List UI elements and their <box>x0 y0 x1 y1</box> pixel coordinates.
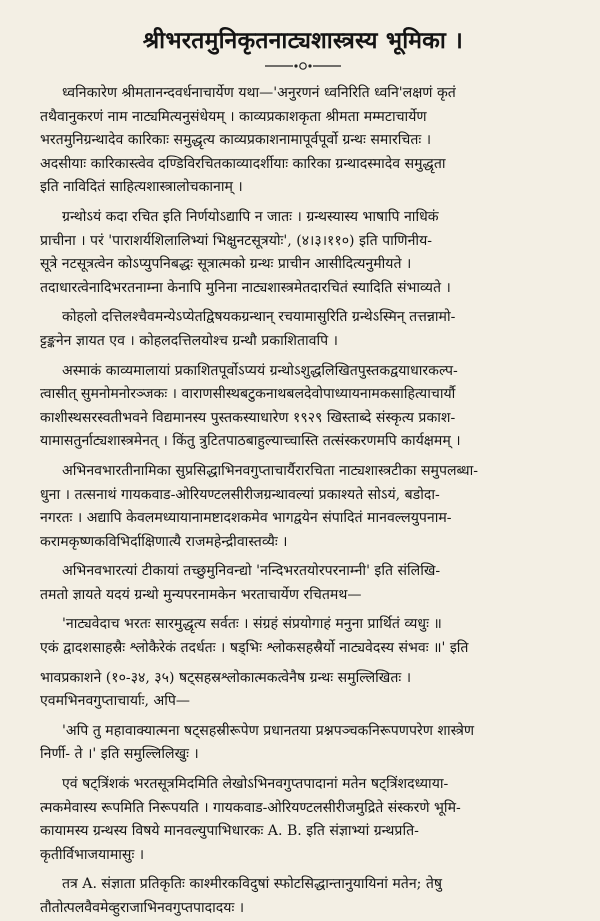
text-line: काशीस्थसरस्वतीभवने विद्यमानस्य पुस्तकस्याधारेण १९२९ खिस्ताब्दे संस्कृत्य प्रकाश- <box>40 409 456 426</box>
text-line: कायामस्य ग्रन्थस्य विषये मानवल्युपाभिधारकः A. B. इति संज्ञाभ्यां ग्रन्थप्रति- <box>40 823 419 840</box>
text-line: भावप्रकाशने (१०-३४, ३५) षट्सहस्रश्लोकात्मकत्वेनैष ग्रन्थः समुल्लिखितः । <box>40 669 412 686</box>
paragraph <box>40 360 566 454</box>
text-line: एवमभिनवगुप्ताचार्याः, अपि— <box>40 693 190 710</box>
text-line: अस्माकं काव्यमालायां प्रकाशितपूर्वोऽप्ययं ग्रन्थोऽशुद्धलिखितपुस्तकद्वयाधारकल्प- <box>62 362 458 379</box>
text-line: 'अपि तु महावाक्यात्मना षट्सहस्रीरूपेण प्रधानतया प्रश्नपञ्चकनिरूपणपरेण शास्त्रेण <box>62 722 475 739</box>
paragraph <box>40 460 566 554</box>
paragraph <box>40 720 566 767</box>
text-line: निर्णी- ते ।' इति समुल्लिलिखुः । <box>40 746 199 763</box>
body-text <box>40 82 566 921</box>
text-line: प्राचीना । परं 'पाराशर्यशिलालिभ्यां भिक्षुनटसूत्रयोः', (४।३।११०) इति पाणिनीय- <box>40 232 432 249</box>
paragraph <box>40 82 566 200</box>
text-line: एवं षट्त्रिंशकं भरतसूत्रमिदमिति लेखोऽभिनवगुप्तपादानां मतेन षट्त्रिंशदध्याया- <box>62 776 449 793</box>
text-line: सूत्रे नटसूत्रत्वेन कोऽप्युपनिबद्धः सूत्रात्मको ग्रन्थः प्राचीन आसीदित्यनुमीयते । <box>40 256 412 273</box>
text-line: ध्वनिकारेण श्रीमतानन्दवर्धनाचार्येण यथा—'अनुरणनं ध्वनिरिति ध्वनि'लक्षणं कृतं <box>62 85 456 101</box>
text-line: करामकृष्णकविभिर्दाक्षिणात्यै राजमहेन्द्रीवास्तव्यैः । <box>40 533 288 550</box>
text-line: तमतो ज्ञायते यदयं ग्रन्थो मुन्यपरनामकेन भरताचार्येण रचितमथ— <box>40 586 362 603</box>
text-line: 'नाट्यवेदाच भरतः सारमुद्धृत्य सर्वतः । संग्रहं संप्रयोगाहं मनुना प्रार्थितं व्यधुः ॥ <box>62 616 442 633</box>
text-line: ग्रन्थोऽयं कदा रचित इति निर्णयोऽद्यापि न जातः । ग्रन्थस्यास्य भाषापि नाधिकं <box>62 208 439 225</box>
text-line: यामासतुर्नाट्यशास्त्रमेनत् । किंतु त्रुटितपाठबाहुल्याच्चास्ति तत्संस्करणमपि कार्यक्षमम् । <box>40 433 461 450</box>
page-title: श्रीभरतमुनिकृतनाट्यशास्त्रस्य भूमिका । <box>142 27 464 54</box>
text-line: इति नाविदितं साहित्यशास्त्रालोचकानाम् । <box>40 179 243 196</box>
text-line: अदसीयाः कारिकास्त्वेव दण्डिविरचितकाव्यादर्शीयाः कारिका ग्रन्थादस्मादेव समुद्धृता <box>40 155 446 172</box>
text-line: नगरतः । अद्यापि केवलमध्यायानामष्टादशकमेव भागद्वयेन संपादितं मानवल्लयुपनाम- <box>40 510 452 527</box>
text-line: कृतीर्विभाजयामासुः । <box>40 846 145 863</box>
paragraph <box>40 667 566 714</box>
text-line: तत्र A. संज्ञाता प्रतिकृतिः काश्मीरकविदुषां स्फोटसिद्धान्तानुयायिनां मतेन; तेषु <box>62 876 443 893</box>
paragraph <box>40 560 566 607</box>
text-line: कोहलो दत्तिलश्चैवमन्येऽप्येतद्विषयकग्रन्थान् रचयामासुरिति ग्रन्थेऽस्मिन् तत्तन्नामो- <box>62 309 456 326</box>
paragraph <box>40 306 566 353</box>
text-line: त्वासीत् सुमनोमनोरञ्जकः । वाराणसीस्थबटुकनाथबलदेवोपाध्यायनामकसाहित्याचार्यौ <box>40 386 456 403</box>
text-line: तौतोत्पलवैवमेव्हुराजाभिनवगुप्तपादादयः । <box>40 900 245 916</box>
ornament-divider-icon <box>263 60 343 72</box>
title-ornament <box>40 60 566 74</box>
text-line: धुना । तत्सनाथं गायकवाड-ओरियण्टलसीरीजग्रन्थावल्यां प्रकाश्यते सोऽयं, बडोदा- <box>40 486 440 503</box>
text-line: भरतमुनिग्रन्थादेव कारिकाः समुद्धृत्य काव्यप्रकाशनामापूर्वपूर्वो ग्रन्थः समारचितः । <box>40 132 432 149</box>
paragraph <box>40 613 566 660</box>
text-line: अभिनवभारत्यां टीकायां तच्छुमुनिवन्द्यो 'नन्दिभरतयोरपरनाम्नी' इति संलिखि- <box>62 563 441 580</box>
text-line: तथैवानुकरणं नाम नाट्यमित्यनुसंधेयम् । काव्यप्रकाशकृता श्रीमता मम्मटाचार्येण <box>40 108 427 125</box>
text-line: अभिनवभारतीनामिका सुप्रसिद्धाभिनवगुप्ताचार्यैरारचिता नाट्यशास्त्रटीका समुपलब्धा- <box>62 462 479 479</box>
text-line: एकं द्वादशसाहस्रैः श्लोकैरेकं तदर्धतः । षड्भिः श्लोकसहस्रैर्यो नाट्यवेदस्य संभवः ॥' इति <box>40 640 469 657</box>
paragraph <box>40 773 566 867</box>
text-line: तदाधारत्वेनादिभरतनाम्ना केनापि मुनिना नाट्यशास्त्रमेतदारचितं स्यादिति संभाव्यते । <box>40 279 451 296</box>
text-line: त्मकमेवास्य रूपमिति निरूपयति । गायकवाड-ओरियण्टलसीरीजमुद्रिते संस्करणे भूमि- <box>40 799 461 816</box>
paragraph <box>40 206 566 300</box>
text-line: ट्टङ्कनेन ज्ञायत एव । कोहलदत्तिलयोश्च ग्रन्थौ प्रकाशितावपि । <box>40 332 338 349</box>
